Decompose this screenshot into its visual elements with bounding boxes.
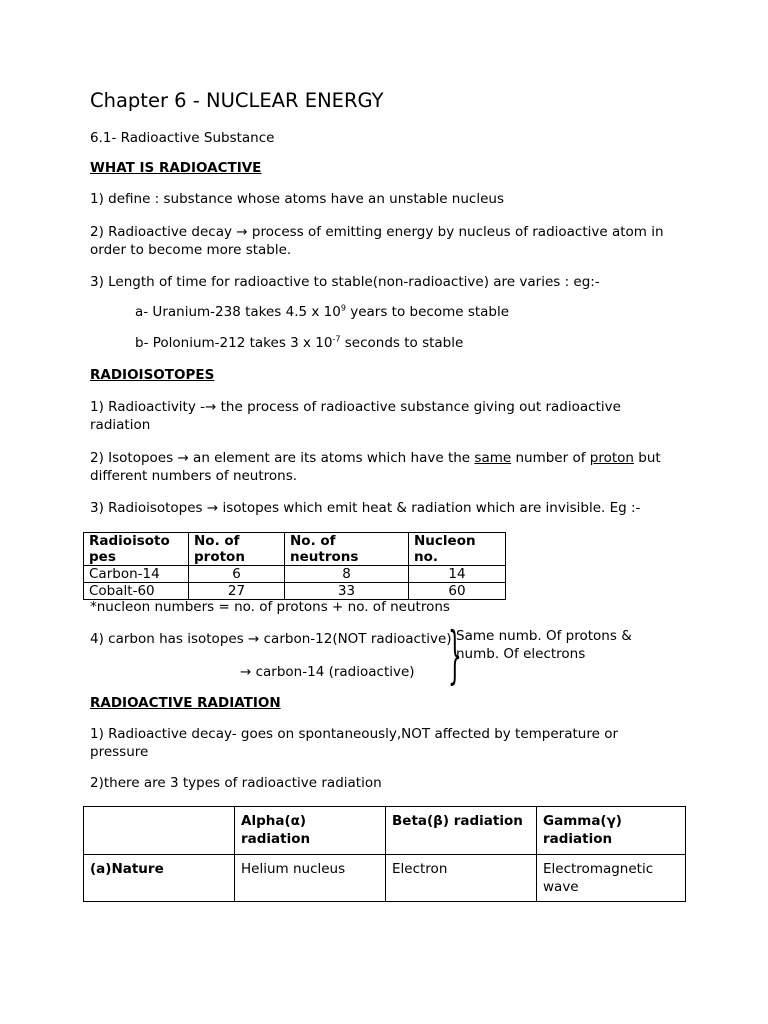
section-heading: 6.1- Radioactive Substance [90,130,275,146]
table-cell: 6 [189,566,285,583]
table-cell: Cobalt-60 [84,583,189,600]
table-header: Alpha(α) radiation [235,807,386,855]
paragraph-isotopes: 2) Isotopoes → an element are its atoms which have the same number of proton but different numbers of neutrons. [90,450,661,484]
table-header: No. of proton [189,533,285,566]
curly-brace-icon: } [448,618,462,691]
table-cell: Electron [386,855,537,902]
table-header: Beta(β) radiation [386,807,537,855]
paragraph-three-types: 2)there are 3 types of radioactive radiation [90,775,382,791]
table-cell: 27 [189,583,285,600]
example-uranium: a- Uranium-238 takes 4.5 x $10^9$ years to become stable [135,303,510,320]
heading-radioactive-radiation: RADIOACTIVE RADIATION [90,695,281,711]
table-header: Gamma(γ) radiation [537,807,686,855]
table-header: No. of neutrons [285,533,409,566]
table-cell: 33 [285,583,409,600]
arrow-icon: → [240,664,252,680]
arrow-icon: → [236,224,248,240]
paragraph-define: 1) define : substance whose atoms have an unstable nucleus [90,191,504,207]
paragraph-decay: 2) Radioactive decay → process of emitting energy by nucleus of radioactive atom in order to become more stable. [90,224,664,258]
table-cell: Electromagnetic wave [537,855,686,902]
paragraph-decay-spontaneous: 1) Radioactive decay- goes on spontaneously,NOT affected by temperature or pressure [90,726,619,760]
table-row [84,583,506,600]
table-header [84,807,235,855]
table-header-row [84,533,506,566]
table-cell: Helium nucleus [235,855,386,902]
table-cell: 14 [409,566,506,583]
paragraph-radioactivity: 1) Radioactivity -→ the process of radioactive substance giving out radioactive radiation [90,399,621,433]
example-polonium: b- Polonium-212 takes 3 x $10^{-7}$ seconds to stable [135,334,464,351]
paragraph-carbon-14: → carbon-14 (radioactive) [240,664,415,680]
table-cell: (a)Nature [84,855,235,902]
radioisotopes-table [83,532,506,600]
table-header: Nucleon no. [409,533,506,566]
table-cell: Carbon-14 [84,566,189,583]
table-header-row [84,807,686,855]
page-title: Chapter 6 - NUCLEAR ENERGY [90,89,384,112]
table-cell: 60 [409,583,506,600]
table-row [84,855,686,902]
arrow-icon: → [205,399,217,415]
radiation-table [83,806,686,902]
table-cell: 8 [285,566,409,583]
arrow-icon: → [248,631,260,647]
side-note: Same numb. Of protons & numb. Of electrons [456,628,632,662]
arrow-icon: → [177,450,189,466]
table-row [84,566,506,583]
paragraph-carbon-isotopes: 4) carbon has isotopes → carbon-12(NOT radioactive) [90,631,452,647]
heading-radioisotopes: RADIOISOTOPES [90,367,215,383]
nucleon-note: *nucleon numbers = no. of protons + no. of neutrons [90,599,450,615]
table-header: Radioisoto pes [84,533,189,566]
paragraph-radioisotopes: 3) Radioisotopes → isotopes which emit heat & radiation which are invisible. Eg :- [90,500,641,516]
arrow-icon: → [206,500,219,516]
paragraph-length-of-time: 3) Length of time for radioactive to stable(non-radioactive) are varies : eg:- [90,274,600,290]
heading-what-is-radioactive: WHAT IS RADIOACTIVE [90,160,262,176]
